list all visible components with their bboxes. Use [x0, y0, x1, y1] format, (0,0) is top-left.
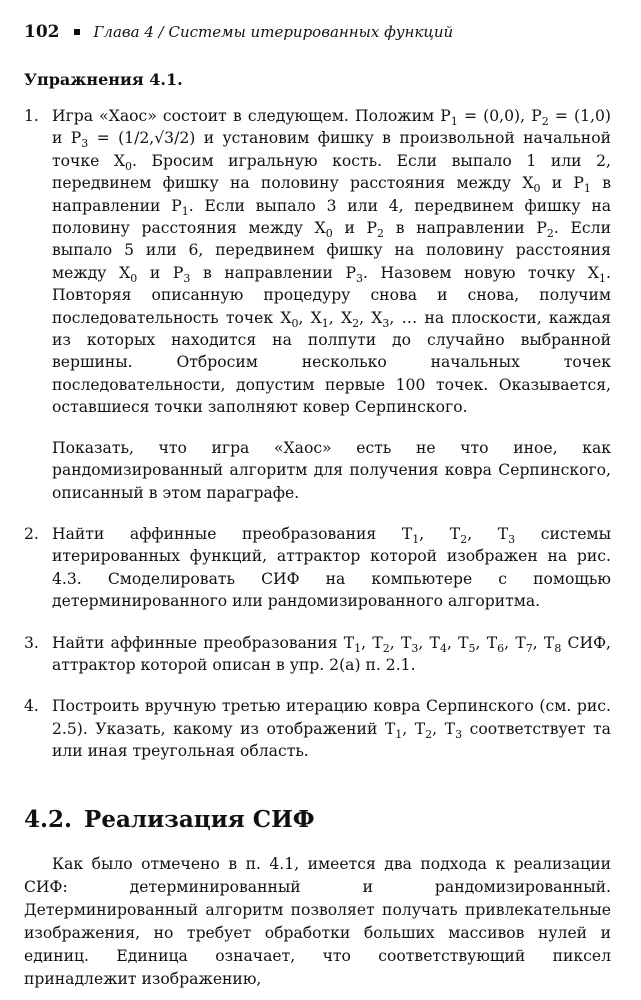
exercises-heading: Упражнения 4.1.	[24, 70, 183, 89]
chapter-title: Глава 4 / Системы итерированных функций	[93, 23, 454, 41]
exercise-number: 1.	[24, 107, 39, 125]
exercise-number: 3.	[24, 633, 39, 652]
exercise-number: 4.	[24, 697, 39, 716]
exercise-paragraph: Найти аффинные преобразования $T_1$, $T_2$, $T_3$, $T_4$, $T_5$, $T_6$, $T_7$, $T_8$ СИФ, аттрактор которой описан в упр. 2(а) п. 2.1.	[52, 633, 611, 674]
exercise-paragraph: Показать, что игра «Хаос» есть не что иное, как рандомизированный алгоритм для получения ковра Серпинского, описанный в этом параграфе.	[52, 438, 611, 502]
exercise-number: 2.	[24, 524, 39, 543]
exercise-item	[24, 105, 611, 504]
section-heading	[24, 806, 315, 833]
exercise-body	[52, 695, 611, 762]
section-title-text: Реализация СИФ	[84, 806, 315, 833]
exercise-body	[52, 105, 611, 504]
exercise-paragraph: Игра «Хаос» состоит в следующем. Положим $P_1 = (0,0)$, $P_2 = (1,0)$ и $P_3 = (1/2,√3/2)$ и установим фишку в произвольной начальной точке $X_0$. Бросим игральную кость. Если выпало 1 или 2, передвинем фишку на половину расстояния между $X_0$ и $P_1$ в направлении $P_1$. Если выпало 3 или 4, передвинем фишку на половину расстояния между $X_0$ и $P_2$ в направлении $P_2$. Если выпало 5 или 6, передвинем фишку на половину расстояния между $X_0$ и $P_3$ в направлении $P_3$. Назовем новую точку $X_1$. Повторяя описанную процедуру снова и снова, получим последовательность точек $X_0$, $X_1$, $X_2$, $X_3$, … на плоскости, каждая из которых находится на полпути до случайно выбранной вершины. Отбросим несколько начальных точек последовательности, допустим первые 100 точек. Оказывается, оставшиеся точки заполняют ковер Серпинского.	[52, 107, 612, 417]
exercise-item	[24, 695, 611, 762]
body-paragraph: Как было отмечено в п. 4.1, имеется два подхода к реализации СИФ: детерминированный и рандомизированный. Детерминированный алгоритм позволяет получать привлекательные изображения, но требует обработки больших массивов нулей и единиц. Единица означает, что соответствующий пиксел принадлежит изображению,	[24, 855, 611, 988]
exercise-paragraph: Построить вручную третью итерацию ковра Серпинского (см. рис. 2.5). Указать, какому из отображений $T_1$, $T_2$, $T_3$ соответствует та или иная треугольная область.	[52, 697, 611, 761]
page-number: 102	[24, 22, 60, 42]
exercise-item	[24, 632, 611, 677]
exercise-list	[24, 105, 611, 763]
exercise-item	[24, 523, 611, 613]
exercise-paragraph: Найти аффинные преобразования $T_1$, $T_2$, $T_3$ системы итерированных функций, аттрактор которой изображен на рис. 4.3. Смоделировать СИФ на компьютере с помощью детерминированного или рандомизированного алгоритма.	[52, 524, 611, 611]
separator-square-icon	[74, 29, 80, 35]
running-header	[24, 22, 611, 42]
section-number: 4.2.	[24, 806, 73, 833]
exercise-body	[52, 523, 611, 613]
exercise-body	[52, 632, 611, 677]
